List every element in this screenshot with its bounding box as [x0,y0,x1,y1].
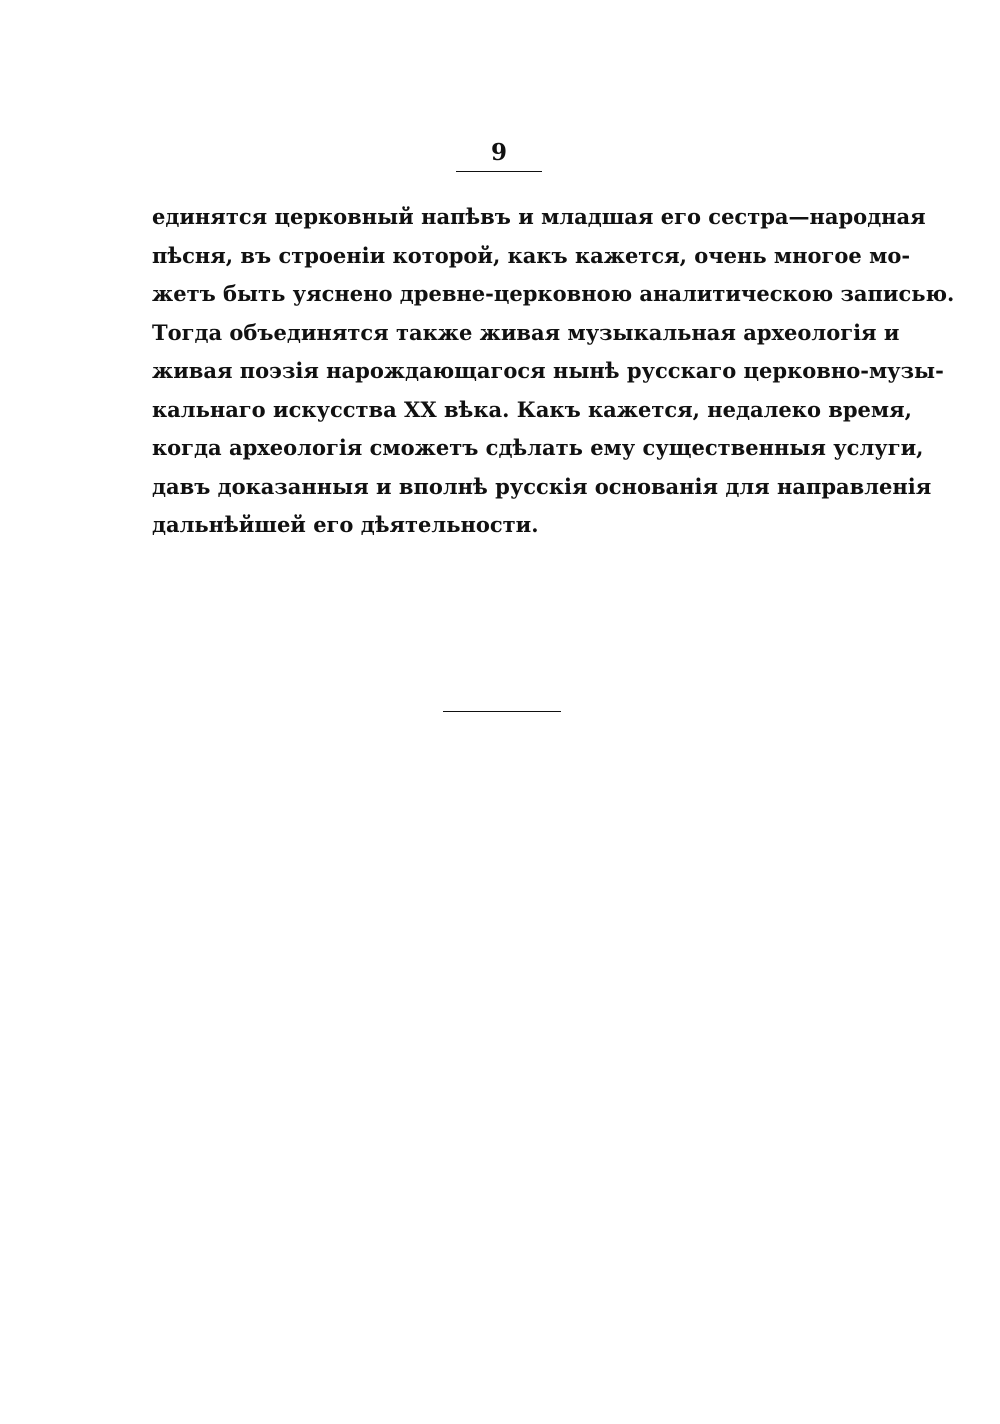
text-line: жетъ быть уяснено древне-церковною аналитическою записью. [152,281,955,306]
text-line: дальнѣйшей его дѣятельности. [152,512,539,537]
text-line: пѣсня, въ строеніи которой, какъ кажется, очень многое мо- [152,242,911,268]
end-rule [443,711,561,712]
text-line: Тогда объединятся также живая музыкальная археологія и [152,319,900,345]
text-line: кальнаго искусства XX вѣка. Какъ кажется, недалеко время, [152,396,912,422]
page-number: 9 [490,139,507,166]
text-line: живая поэзія нарождающагося нынѣ русскаго церковно-музы- [152,358,944,383]
body-text [152,198,955,545]
text-line: единятся церковный напѣвъ и младшая его сестра—народная [152,204,926,229]
text-line: когда археологія сможетъ сдѣлать ему существенныя услуги, [152,435,924,460]
page-number-rule [456,171,542,172]
text-line: давъ доказанныя и вполнѣ русскія основанія для направленія [152,473,932,499]
